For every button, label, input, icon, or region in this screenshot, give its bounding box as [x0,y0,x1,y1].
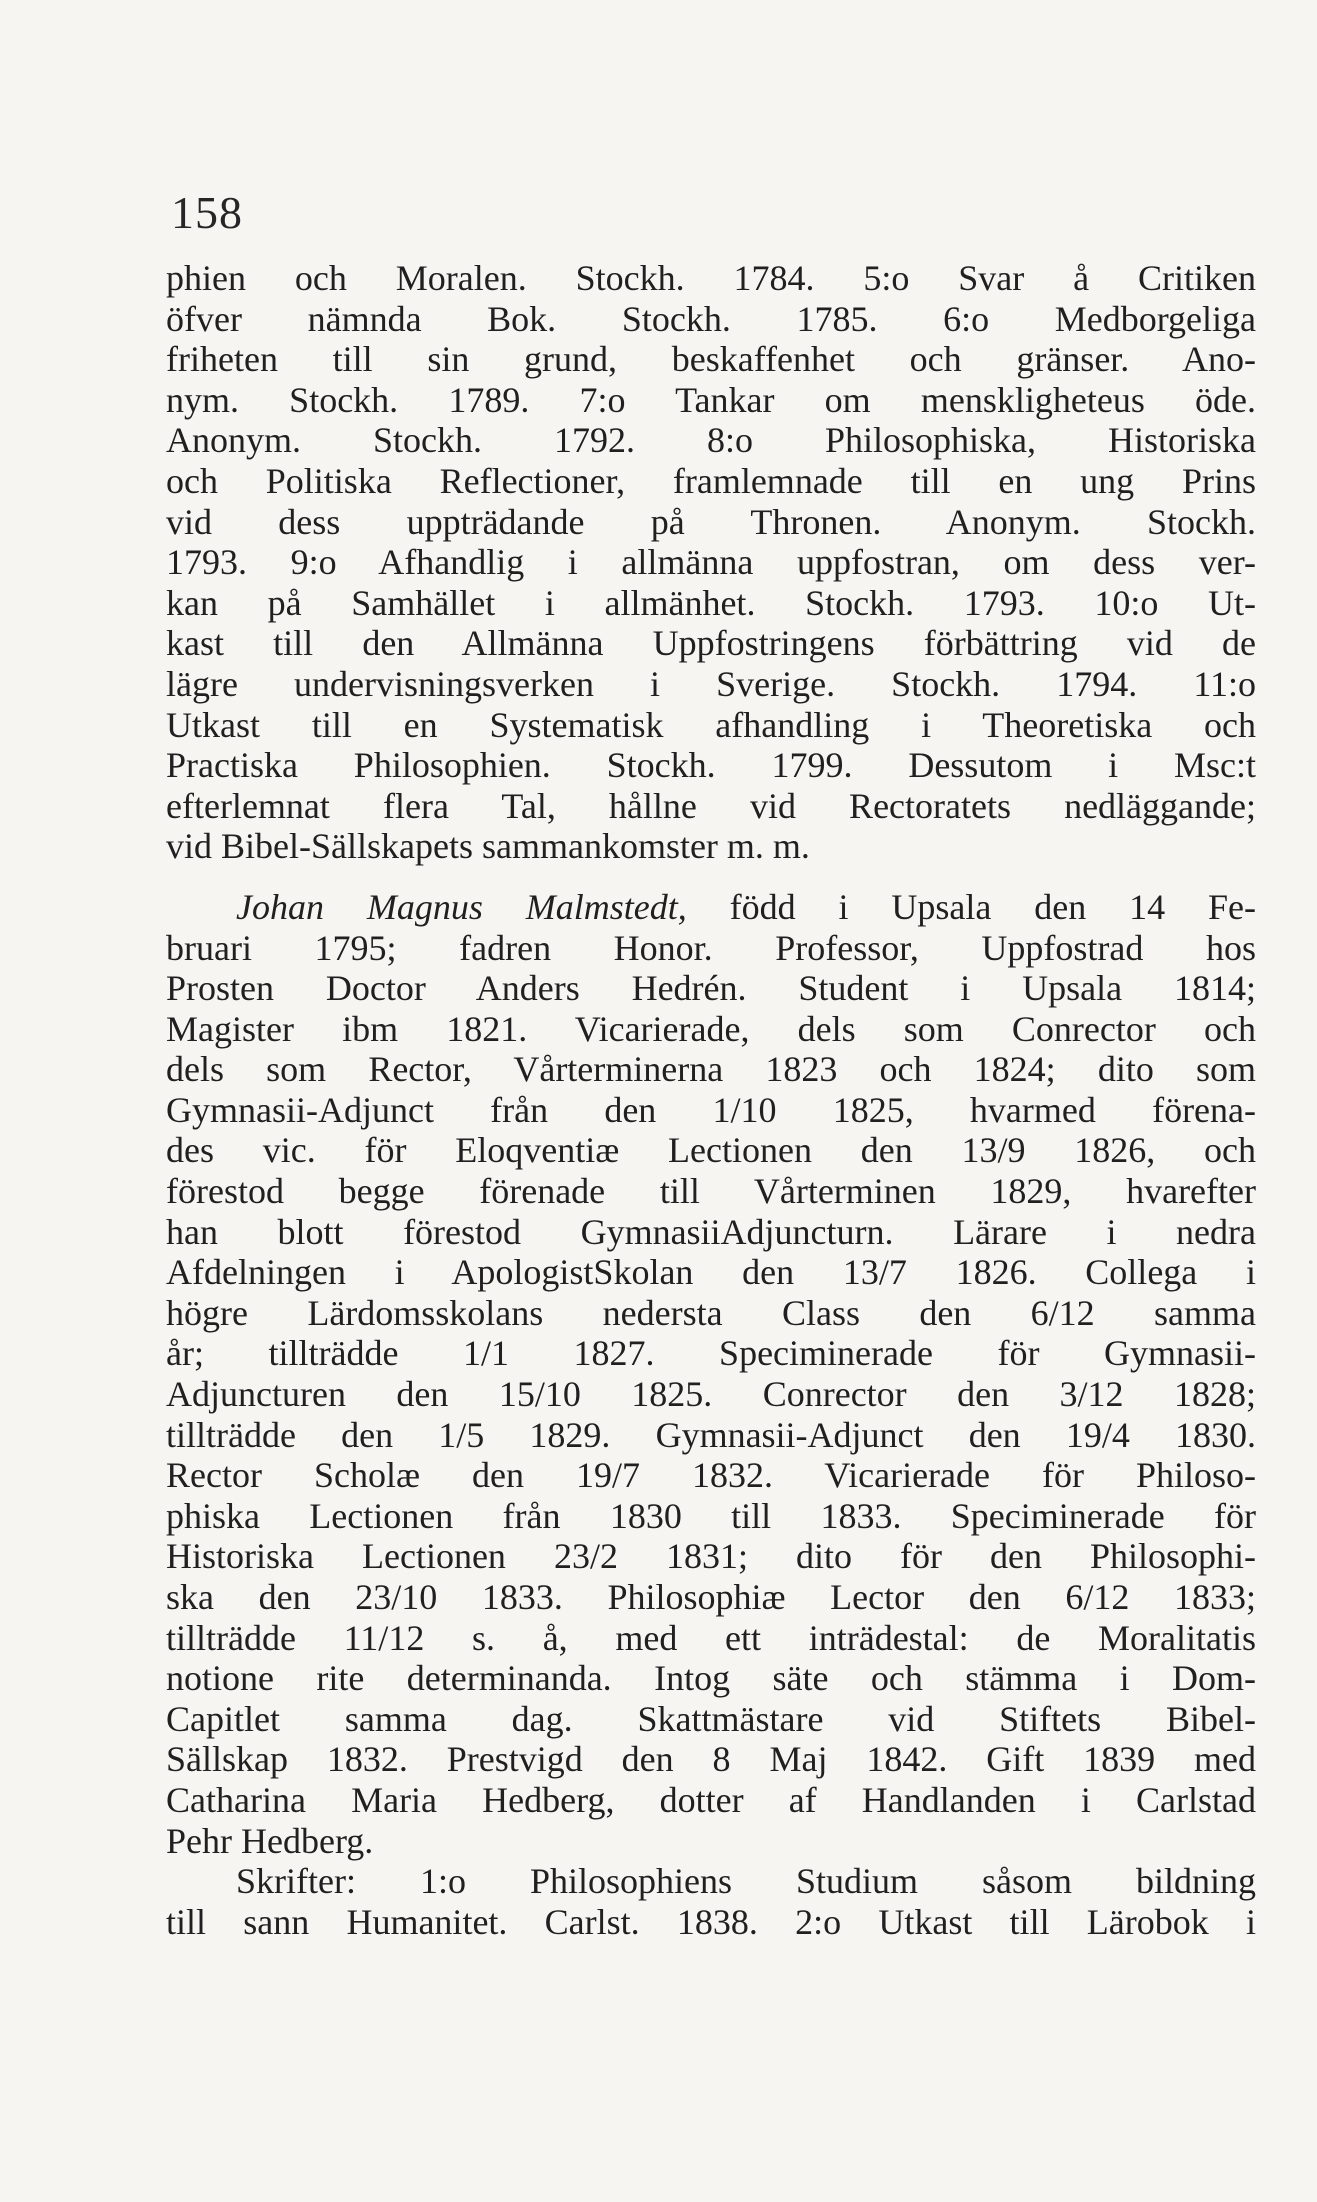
text-line: phien och Moralen. Stockh. 1784. 5:o Svar å Critiken [166,258,1256,298]
text-line: phiska Lectionen från 1830 till 1833. Speciminerade för [166,1495,1256,1536]
text-line: 1793. 9:o Afhandlig i allmänna uppfostran, om dess ver- [166,542,1256,583]
text-line: Gymnasii-Adjunct från den 1/10 1825, hvarmed förena- [166,1089,1256,1130]
text-line: tillträdde den 1/5 1829. Gymnasii-Adjunct den 19/4 1830. [166,1414,1256,1455]
text-line: notione rite determinanda. Intog säte och stämma i Dom- [166,1658,1256,1699]
text-line: till sann Humanitet. Carlst. 1838. 2:o Utkast till Lärobok i [166,1901,1256,1942]
paragraph-writings [166,1861,1256,1942]
text-line: och Politiska Reflectioner, framlemnade till en ung Prins [166,460,1256,501]
text-line: Magister ibm 1821. Vicarierade, dels som Conrector och [166,1008,1256,1049]
text-line: Practiska Philosophien. Stockh. 1799. Dessutom i Msc:t [166,745,1256,786]
text-line: des vic. för Eloqventiæ Lectionen den 13/9 1826, och [166,1130,1256,1171]
text-line: öfver nämnda Bok. Stockh. 1785. 6:o Medborgeliga [166,298,1256,339]
paragraph-bibliography [166,258,1256,867]
text-line: han blott förestod GymnasiiAdjuncturn. Lärare i nedra [166,1211,1256,1252]
paragraph-gap [166,867,1256,887]
text-line: Prosten Doctor Anders Hedrén. Student i Upsala 1814; [166,968,1256,1009]
text-line: Skrifter: 1:o Philosophiens Studium såsom bildning [236,1861,1256,1902]
text-line: Sällskap 1832. Prestvigd den 8 Maj 1842. Gift 1839 med [166,1739,1256,1780]
text-line: Historiska Lectionen 23/2 1831; dito för den Philosophi- [166,1536,1256,1577]
text-line: förestod begge förenade till Vårterminen 1829, hvarefter [166,1171,1256,1212]
text-line: Adjuncturen den 15/10 1825. Conrector den 3/12 1828; [166,1374,1256,1415]
text-line: Rector Scholæ den 19/7 1832. Vicarierade för Philoso- [166,1455,1256,1496]
text-line: Catharina Maria Hedberg, dotter af Handlanden i Carlstad [166,1779,1256,1820]
text-line: dels som Rector, Vårterminerna 1823 och 1824; dito som [166,1049,1256,1090]
person-name: Johan Magnus Malmstedt, [236,886,687,927]
text-line: Capitlet samma dag. Skattmästare vid Stiftets Bibel- [166,1698,1256,1739]
text-line: Anonym. Stockh. 1792. 8:o Philosophiska, Historiska [166,420,1256,461]
body-text [166,258,1256,1942]
text-line: Utkast till en Systematisk afhandling i Theoretiska och [166,704,1256,745]
text-line: vid Bibel-Sällskapets sammankomster m. m. [166,826,810,867]
text-line [166,887,1256,928]
paragraph-biography [166,887,1256,1861]
text-line: bruari 1795; fadren Honor. Professor, Uppfostrad hos [166,927,1256,968]
text-line: kan på Samhället i allmänhet. Stockh. 1793. 10:o Ut- [166,582,1256,623]
text-line: Afdelningen i ApologistSkolan den 13/7 1826. Collega i [166,1252,1256,1293]
text-span: född i Upsala den 14 Fe- [686,886,1256,927]
text-line: tillträdde 11/12 s. å, med ett inträdestal: de Moralitatis [166,1617,1256,1658]
text-line: vid dess uppträdande på Thronen. Anonym. Stockh. [166,501,1256,542]
page-number: 158 [171,187,243,238]
text-line: Pehr Hedberg. [166,1820,374,1861]
text-line: ska den 23/10 1833. Philosophiæ Lector den 6/12 1833; [166,1577,1256,1617]
text-line: friheten till sin grund, beskaffenhet och gränser. Ano- [166,339,1256,380]
text-line: år; tillträdde 1/1 1827. Speciminerade för Gymnasii- [166,1333,1256,1374]
text-line: lägre undervisningsverken i Sverige. Stockh. 1794. 11:o [166,663,1256,704]
text-line: nym. Stockh. 1789. 7:o Tankar om menskligheteus öde. [166,379,1256,420]
text-line: kast till den Allmänna Uppfostringens förbättring vid de [166,623,1256,664]
text-line: högre Lärdomsskolans nedersta Class den 6/12 samma [166,1292,1256,1333]
text-line: efterlemnat flera Tal, hållne vid Rectoratets nedläggande; [166,785,1256,826]
